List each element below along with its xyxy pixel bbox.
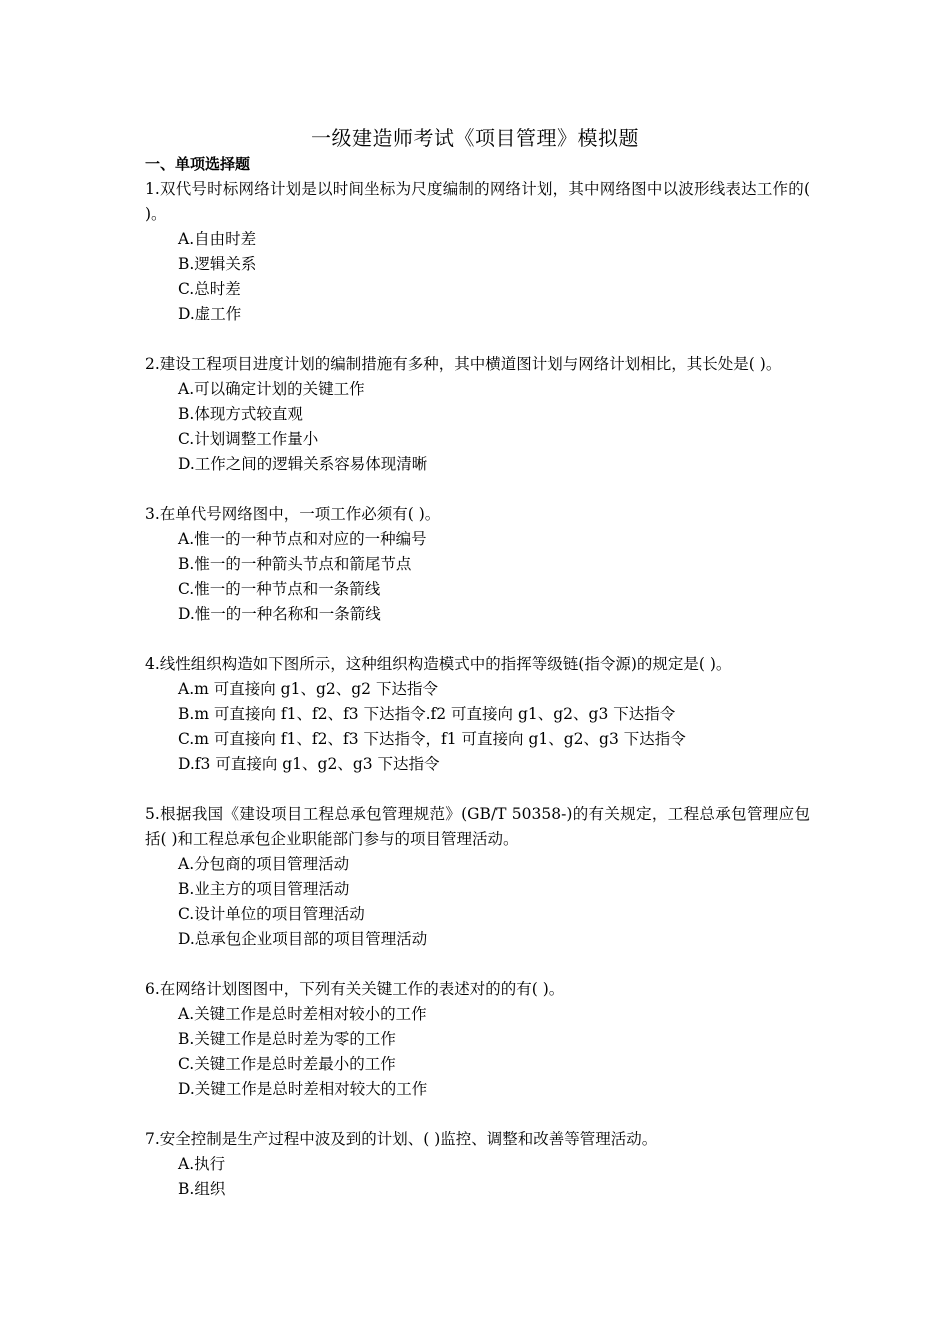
option-b: B.惟一的一种箭头节点和箭尾节点 (178, 555, 412, 573)
question-2 (145, 352, 810, 477)
option-a: A.惟一的一种节点和对应的一种编号 (178, 530, 427, 548)
option-b: B.业主方的项目管理活动 (178, 880, 350, 898)
option-d: D.惟一的一种名称和一条箭线 (178, 605, 381, 623)
question-stem: 5.根据我国《建设项目工程总承包管理规范》(GB/T 50358-)的有关规定，工程总承包管理应包括( )和工程总承包企业职能部门参与的项目管理活动。 (145, 805, 810, 848)
option-c: C.m 可直接向 f1、f2、f3 下达指令，f1 可直接向 g1、g2、g3 下达指令 (178, 730, 686, 748)
option-d: D.关键工作是总时差相对较大的工作 (178, 1080, 428, 1098)
question-3 (145, 502, 810, 627)
question-6 (145, 977, 810, 1102)
section-heading: 一、单项选择题 (145, 155, 251, 173)
option-b: B.体现方式较直观 (178, 405, 303, 423)
option-b: B.关键工作是总时差为零的工作 (178, 1030, 396, 1048)
option-d: D.虚工作 (178, 305, 242, 323)
option-b: B.组织 (178, 1180, 226, 1198)
option-a: A.m 可直接向 g1、g2、g2 下达指令 (178, 680, 438, 698)
option-c: C.设计单位的项目管理活动 (178, 905, 365, 923)
question-stem: 4.线性组织构造如下图所示，这种组织构造模式中的指挥等级链(指令源)的规定是( )。 (145, 655, 732, 673)
option-b: B.逻辑关系 (178, 255, 257, 273)
option-c: C.关键工作是总时差最小的工作 (178, 1055, 396, 1073)
option-a: A.执行 (178, 1155, 226, 1173)
document-title: 一级建造师考试《项目管理》模拟题 (311, 126, 639, 150)
question-7 (145, 1127, 810, 1202)
option-a: A.自由时差 (178, 230, 257, 248)
question-stem: 2.建设工程项目进度计划的编制措施有多种，其中横道图计划与网络计划相比，其长处是( )。 (145, 355, 782, 373)
option-a: A.分包商的项目管理活动 (178, 855, 350, 873)
question-stem: 6.在网络计划图图中，下列有关关键工作的表述对的的有( )。 (145, 980, 565, 998)
option-d: D.总承包企业项目部的项目管理活动 (178, 930, 428, 948)
option-a: A.关键工作是总时差相对较小的工作 (178, 1005, 427, 1023)
option-a: A.可以确定计划的关键工作 (178, 380, 365, 398)
question-5 (145, 802, 810, 952)
question-stem: 3.在单代号网络图中，一项工作必须有( )。 (145, 505, 441, 523)
question-4 (145, 652, 810, 777)
option-c: C.总时差 (178, 280, 241, 298)
option-c: C.惟一的一种节点和一条箭线 (178, 580, 381, 598)
option-d: D.f3 可直接向 g1、g2、g3 下达指令 (178, 755, 440, 773)
document-body (145, 152, 810, 1227)
question-1 (145, 177, 810, 327)
option-b: B.m 可直接向 f1、f2、f3 下达指令.f2 可直接向 g1、g2、g3 下达指令 (178, 705, 676, 723)
option-c: C.计划调整工作量小 (178, 430, 319, 448)
option-d: D.工作之间的逻辑关系容易体现清晰 (178, 455, 428, 473)
question-stem: 7.安全控制是生产过程中波及到的计划、( )监控、调整和改善等管理活动。 (145, 1130, 658, 1148)
question-stem: 1.双代号时标网络计划是以时间坐标为尺度编制的网络计划，其中网络图中以波形线表达工作的( )。 (145, 180, 810, 223)
